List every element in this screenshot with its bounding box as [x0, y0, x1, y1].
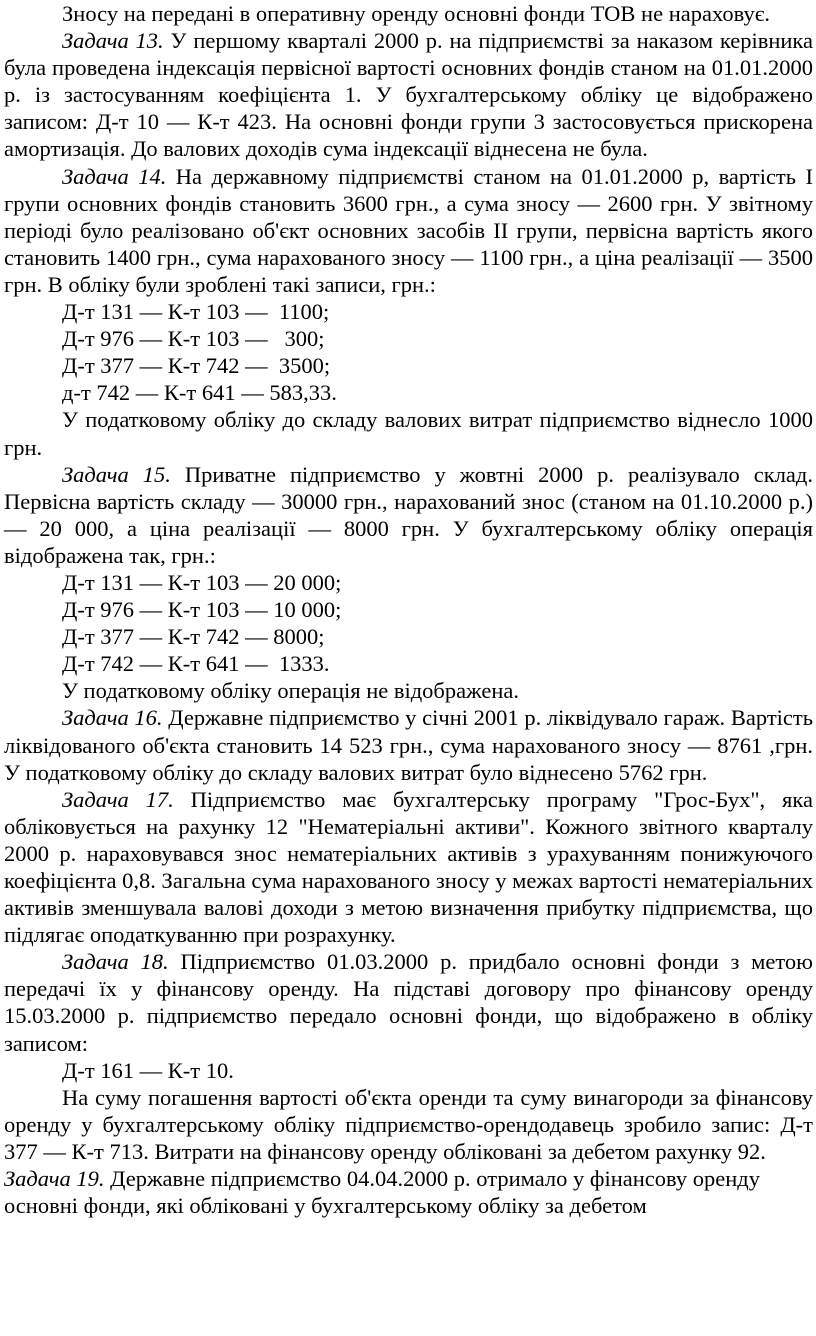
paragraph: У податковому обліку операція не відображена.	[62, 678, 520, 704]
accounting-entry: Д-т 976 — К-т 103 — 300;	[62, 326, 325, 352]
paragraph: Задача 13. У першому кварталі 2000 р. на підприємстві за наказом керівника була проведена індексація первісної вартості основних фондів станом на 01.01.2000 р. із застосуванням коефіцієнта 1. У бухгалтерському обліку це відображено записом: Д-т 10 — К-т 423. На основні фонди групи 3 застосовується прискорена амортизація. До валових доходів сума індексації віднесена не була.	[4, 28, 813, 162]
accounting-entry: Д-т 161 — К-т 10.	[62, 1057, 234, 1083]
paragraph: Задача 16. Державне підприємство у січні 2001 р. ліквідувало гараж. Вартість ліквідованого об'єкта становить 14 523 грн., сума нарахованого зносу — 8761 ,грн. У податковому обліку до складу валових витрат було віднесено 5762 грн.	[4, 705, 813, 785]
accounting-entry: Д-т 131 — К-т 103 — 20 000;	[62, 569, 342, 595]
task-label: Задача 16.	[62, 705, 163, 731]
accounting-entry: Д-т 976 — К-т 103 — 10 000;	[62, 597, 342, 623]
accounting-entry: Д-т 131 — К-т 103 — 1100;	[62, 299, 330, 325]
accounting-entry: д-т 742 — К-т 641 — 583,33.	[62, 380, 337, 406]
paragraph: Зносу на передані в оперативну оренду основні фонди ТОВ не нараховує.	[62, 1, 770, 26]
accounting-entry: Д-т 377 — К-т 742 — 3500;	[62, 353, 331, 379]
task-label: Задача 17.	[62, 786, 174, 812]
task-label: Задача 14.	[62, 163, 167, 189]
paragraph: Задача 17. Підприємство має бухгалтерську програму "Грос-Бух", яка обліковується на рахунку 12 "Нематеріальні активи". Кожного звітного кварталу 2000 р. нараховувався знос нематеріальних активів з урахуванням понижуючого коефіцієнта 0,8. Загальна сума нарахованого зносу у межах вартості нематеріальних активів зменшувала валові доходи з метою визначення прибутку підприємства, що підлягає оподаткуванню при розрахунку.	[4, 786, 813, 948]
task-label: Задача 19.	[4, 1166, 105, 1192]
paragraph: Задача 18. Підприємство 01.03.2000 р. придбало основні фонди з метою передачі їх у фінансову оренду. На підставі договору про фінансову оренду 15.03.2000 р. підприємство передало основні фонди, що відображено в обліку записом:	[4, 949, 813, 1056]
paragraph: На суму погашення вартості об'єкта оренди та суму винагороди за фінансову оренду у бухгалтерському обліку підприємство-орендодавець зробило запис: Д-т 377 — К-т 713. Витрати на фінансову оренду обліковані за дебетом рахунку 92.	[4, 1084, 813, 1164]
paragraph: Задача 14. На державному підприємстві станом на 01.01.2000 р, вартість І групи основних фондів становить 3600 грн., а сума зносу — 2600 грн. У звітному періоді було реалізовано об'єкт основних засобів II групи, первісна вартість якого становить 1400 грн., сума нарахованого зносу — 1100 грн., а ціна реалізації — 3500 грн. В обліку були зроблені такі записи, грн.:	[4, 163, 813, 297]
task-label: Задача 13.	[62, 28, 164, 54]
accounting-entry: Д-т 742 — К-т 641 — 1333.	[62, 651, 330, 677]
paragraph: У податковому обліку до складу валових витрат підприємство віднесло 1000 грн.	[4, 407, 813, 460]
task-label: Задача 18.	[62, 949, 169, 975]
paragraph: Задача 19. Державне підприємство 04.04.2000 р. отримало у фінансову оренду основні фонди, які обліковані у бухгалтерському обліку за дебетом	[4, 1166, 760, 1219]
paragraph: Задача 15. Приватне підприємство у жовтні 2000 р. реалізувало склад. Первісна вартість складу — 30000 грн., нарахований знос (станом на 01.10.2000 р.) — 20 000, а ціна реалізації — 8000 грн. У бухгалтерському обліку операція відображена так, грн.:	[4, 461, 813, 568]
accounting-entry: Д-т 377 — К-т 742 — 8000;	[62, 624, 325, 650]
task-label: Задача 15.	[62, 461, 171, 487]
